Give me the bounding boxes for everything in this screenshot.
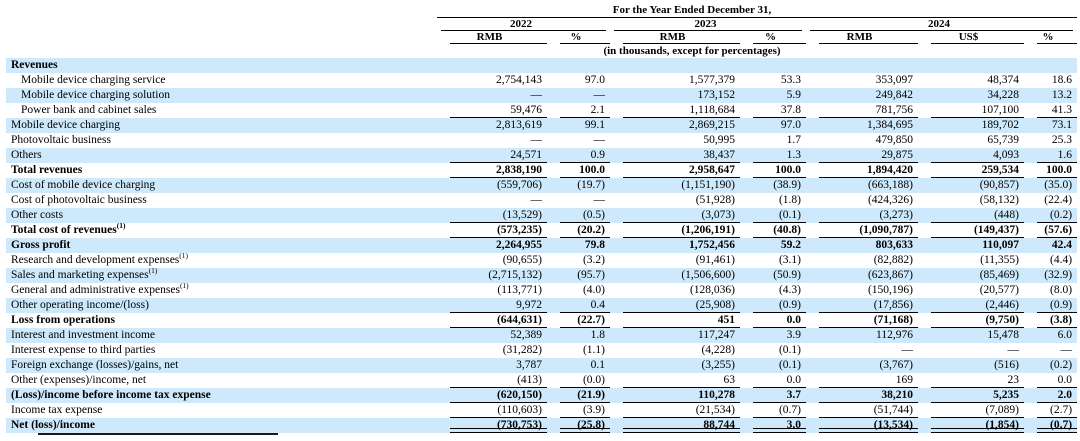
cell-value: (0.1) <box>740 358 806 373</box>
cell-value: (13,529) <box>437 208 547 223</box>
cell-value: 3.7 <box>740 388 806 403</box>
table-row <box>6 343 1077 358</box>
cell-value: 169 <box>806 373 918 388</box>
cell-value: (82,882) <box>873 254 913 266</box>
column-header-2024-usd: US$ <box>918 31 1024 44</box>
cell-value: (1,506,600) <box>610 268 740 283</box>
title-row-spacer <box>6 2 437 18</box>
cell-value: 259,534 <box>918 163 1024 178</box>
cell-value: (2.7) <box>1024 403 1077 418</box>
footnote-marker: (1) <box>148 268 158 276</box>
cell-value: (0.1) <box>740 208 806 223</box>
cell-value: 1.3 <box>740 148 806 163</box>
cell-value: 18.6 <box>1051 74 1073 86</box>
cell-value <box>1024 58 1077 73</box>
cell-value: 6.0 <box>1024 328 1077 343</box>
cell-value: (22.4) <box>1044 194 1073 206</box>
cell-value: 9,972 <box>437 298 547 313</box>
table-row <box>6 388 1077 403</box>
row-label: Net (loss)/income <box>6 418 437 433</box>
currency-row-spacer <box>6 31 437 44</box>
cell-value: (3.1) <box>778 254 801 266</box>
cell-value: 117,247 <box>610 328 740 343</box>
table-body <box>6 58 1077 433</box>
cell-value: (19.7) <box>547 178 610 193</box>
cell-value: 803,633 <box>806 238 918 253</box>
cell-value: 2,838,190 <box>437 163 547 178</box>
cell-value: 0.1 <box>547 358 610 373</box>
cell-value: 34,228 <box>918 88 1024 103</box>
table-row <box>6 403 1077 418</box>
row-label: Cost of mobile device charging <box>6 178 437 193</box>
cell-value: 0.0 <box>740 313 806 328</box>
table-row <box>6 208 1077 223</box>
table-row <box>6 298 1077 313</box>
row-label: Research and development expenses$^{(1)}$ <box>11 253 189 266</box>
cell-value: — <box>1007 344 1019 356</box>
cell-value: (31,282) <box>502 344 542 356</box>
cell-value: (4.0) <box>582 284 605 296</box>
cell-value: (51,744) <box>806 403 918 418</box>
cell-value: 100.0 <box>1024 163 1077 178</box>
cell-value: 25.3 <box>1051 134 1073 146</box>
row-label: Total cost of revenues$^{(1)}$ <box>11 223 126 236</box>
year-header-row <box>6 18 1077 31</box>
cell-value: (90,857) <box>918 178 1024 193</box>
cell-value: 1,384,695 <box>806 118 918 133</box>
row-label: Mobile device charging <box>6 118 437 133</box>
cell-value: (3.2) <box>582 254 605 266</box>
cell-value: (1,854) <box>918 418 1024 433</box>
cell-value: (516) <box>918 358 1024 373</box>
cell-value: 52,389 <box>437 328 547 343</box>
cell-value: 73.1 <box>1024 118 1077 133</box>
cell-value: (3.8) <box>1024 313 1077 328</box>
column-header-2022-rmb: RMB <box>437 31 547 44</box>
table-row <box>6 328 1077 343</box>
cell-value: (85,469) <box>918 268 1024 283</box>
cell-value: 173,152 <box>610 88 740 103</box>
cell-value: (32.9) <box>1024 268 1077 283</box>
row-label: Other operating income/(loss) <box>6 298 437 313</box>
cell-value: 0.9 <box>547 148 610 163</box>
table-row <box>6 418 1077 433</box>
cell-value: 0.0 <box>740 373 806 388</box>
cell-value <box>610 58 740 73</box>
cell-value: (730,753) <box>437 418 547 433</box>
cell-value: 1,894,420 <box>806 163 918 178</box>
cell-value: (0.7) <box>740 403 806 418</box>
row-label: Gross profit <box>6 238 437 253</box>
table-row <box>6 133 1077 148</box>
cell-value: 3.0 <box>740 418 806 433</box>
cell-value: 2,813,619 <box>437 118 547 133</box>
cell-value: 1.7 <box>786 134 801 146</box>
cell-value: (38.9) <box>740 178 806 193</box>
cell-value: (0.1) <box>778 344 801 356</box>
cell-value: (7,089) <box>918 403 1024 418</box>
cell-value: 1,577,379 <box>689 74 735 86</box>
cell-value: (623,867) <box>806 268 918 283</box>
cell-value: (3,273) <box>806 208 918 223</box>
row-label: Total revenues <box>11 164 83 176</box>
table-row <box>6 58 1077 73</box>
currency-header-row <box>6 31 1077 44</box>
table-title-row <box>6 2 1077 18</box>
cell-value: (25.8) <box>547 418 610 433</box>
row-label: Other (expenses)/income, net <box>11 374 147 386</box>
note-row-spacer <box>6 44 437 58</box>
cell-value: (113,771) <box>497 284 542 296</box>
cell-value: 2,264,955 <box>437 238 547 253</box>
row-label: Power bank and cabinet sales <box>21 104 157 116</box>
cell-value <box>437 58 547 73</box>
cell-value: (2,446) <box>918 298 1024 313</box>
row-label: Revenues <box>6 58 437 73</box>
cell-value: (58,132) <box>979 194 1019 206</box>
row-label: Foreign exchange (losses)/gains, net <box>6 358 437 373</box>
cell-value: (149,437) <box>918 223 1024 238</box>
cell-value: 1.6 <box>1024 148 1077 163</box>
cell-value: (95.7) <box>547 268 610 283</box>
cell-value: 2,869,215 <box>610 118 740 133</box>
footnote-marker: (1) <box>179 283 189 291</box>
cell-value: 3,787 <box>437 358 547 373</box>
cell-value: (4.3) <box>778 284 801 296</box>
table-row <box>6 373 1077 388</box>
cell-value: (0.0) <box>547 373 610 388</box>
cell-value: 112,976 <box>806 328 918 343</box>
cell-value: 29,875 <box>806 148 918 163</box>
row-label: Sales and marketing expenses$^{(1)}$ <box>6 268 437 283</box>
income-statement-table <box>6 2 1077 433</box>
cell-value: (21.9) <box>547 388 610 403</box>
cell-value: (0.9) <box>1024 298 1077 313</box>
cell-value: — <box>547 88 610 103</box>
cell-value: 65,739 <box>987 134 1019 146</box>
table-row <box>6 313 1077 328</box>
table-title: For the Year Ended December 31, <box>437 2 1077 18</box>
cell-value: (21,534) <box>610 403 740 418</box>
row-label: Interest and investment income <box>6 328 437 343</box>
cell-value: 50,995 <box>703 134 735 146</box>
table-row <box>6 283 1077 298</box>
cell-value: 59,476 <box>437 103 547 118</box>
cell-value: (4.4) <box>1050 254 1073 266</box>
cell-value: (0.9) <box>740 298 806 313</box>
row-label: Mobile device charging service <box>21 74 166 86</box>
table-row <box>6 118 1077 133</box>
table-row <box>6 73 1077 88</box>
row-label: General and administrative expenses$^{(1)}$ <box>11 283 189 296</box>
cell-value: (51,928) <box>695 194 735 206</box>
cell-value: (91,461) <box>695 254 735 266</box>
cell-value: 13.2 <box>1024 88 1077 103</box>
cell-value: (573,235) <box>437 223 547 238</box>
row-label: Income tax expense <box>11 404 103 416</box>
cell-value: (1,206,191) <box>610 223 740 238</box>
cell-value: 479,850 <box>875 134 913 146</box>
table-row <box>6 268 1077 283</box>
cell-value: — <box>1060 344 1073 356</box>
cell-value: (4,228) <box>701 344 735 356</box>
cell-value: 107,100 <box>918 103 1024 118</box>
cell-value: 0.0 <box>1024 373 1077 388</box>
column-header-2022-pct: % <box>547 31 610 44</box>
cell-value: (40.8) <box>740 223 806 238</box>
footnote-marker: (1) <box>116 223 126 231</box>
cell-value: (644,631) <box>437 313 547 328</box>
cell-value: 53.3 <box>780 74 801 86</box>
table-row <box>6 358 1077 373</box>
row-label: Mobile device charging solution <box>6 88 437 103</box>
cell-value <box>806 58 918 73</box>
cell-value: (17,856) <box>806 298 918 313</box>
cell-value: 781,756 <box>806 103 918 118</box>
column-header-2024-rmb: RMB <box>806 31 918 44</box>
cell-value: (1,090,787) <box>806 223 918 238</box>
cell-value: 2.1 <box>547 103 610 118</box>
table-row <box>6 103 1077 118</box>
cell-value: 353,097 <box>875 74 913 86</box>
cell-value: 38,437 <box>610 148 740 163</box>
cell-value: (3,767) <box>806 358 918 373</box>
cell-value: (50.9) <box>740 268 806 283</box>
cell-value: (1,151,190) <box>610 178 740 193</box>
cell-value: 110,097 <box>918 238 1024 253</box>
cell-value: (110,603) <box>437 403 547 418</box>
cell-value: — <box>530 194 542 206</box>
cell-value: 189,702 <box>918 118 1024 133</box>
table-row <box>6 88 1077 103</box>
table-row <box>6 253 1077 268</box>
cell-value: 100.0 <box>547 163 610 178</box>
cell-value: (1.8) <box>778 194 801 206</box>
cell-value: — <box>530 134 542 146</box>
cell-value: 2.0 <box>1024 388 1077 403</box>
cell-value: 24,571 <box>437 148 547 163</box>
cell-value: 23 <box>918 373 1024 388</box>
year-header-2022: 2022 <box>437 18 610 31</box>
cell-value: (20,577) <box>979 284 1019 296</box>
cell-value <box>740 58 806 73</box>
row-label: Loss from operations <box>11 314 115 326</box>
cell-value: 1,752,456 <box>610 238 740 253</box>
cell-value: 38,210 <box>806 388 918 403</box>
cell-value: (2,715,132) <box>437 268 547 283</box>
unit-note: (in thousands, except for percentages) <box>603 45 781 57</box>
cell-value: (8.0) <box>1050 284 1073 296</box>
cell-value: 2,958,647 <box>610 163 740 178</box>
column-header-2023-pct: % <box>740 31 806 44</box>
cell-value: 99.1 <box>547 118 610 133</box>
cell-value: 97.0 <box>740 118 806 133</box>
cell-value: 79.8 <box>547 238 610 253</box>
column-header-2023-rmb: RMB <box>610 31 740 44</box>
cell-value: — <box>901 344 913 356</box>
cell-value: 41.3 <box>1024 103 1077 118</box>
cell-value: 5,235 <box>918 388 1024 403</box>
cell-value: (20.2) <box>547 223 610 238</box>
cell-value <box>547 58 610 73</box>
cell-value: (22.7) <box>547 313 610 328</box>
cell-value: 97.0 <box>584 74 605 86</box>
table-row <box>6 148 1077 163</box>
cell-value: 42.4 <box>1024 238 1077 253</box>
cell-value: 0.4 <box>547 298 610 313</box>
cell-value: 1,118,684 <box>610 103 740 118</box>
table-row <box>6 223 1077 238</box>
cell-value: 88,744 <box>610 418 740 433</box>
cell-value: 63 <box>610 373 740 388</box>
cell-value: 3.9 <box>740 328 806 343</box>
cell-value: (3,255) <box>610 358 740 373</box>
cell-value: 100.0 <box>740 163 806 178</box>
unit-note-row <box>6 44 1077 58</box>
cell-value: 15,478 <box>918 328 1024 343</box>
cell-value: (620,150) <box>437 388 547 403</box>
cell-value: (0.7) <box>1024 418 1077 433</box>
cell-value: 37.8 <box>740 103 806 118</box>
table-row <box>6 163 1077 178</box>
footnote-marker: (1) <box>179 253 189 261</box>
cell-value: (663,188) <box>806 178 918 193</box>
cell-value: (0.5) <box>547 208 610 223</box>
cell-value: (57.6) <box>1024 223 1077 238</box>
cell-value: (11,355) <box>980 254 1019 266</box>
footnote-separator-line <box>38 433 278 435</box>
cell-value: (3.9) <box>547 403 610 418</box>
year-header-2023: 2023 <box>610 18 806 31</box>
cell-value: 48,374 <box>987 74 1019 86</box>
cell-value: (25,908) <box>610 298 740 313</box>
cell-value: (3,073) <box>610 208 740 223</box>
cell-value: (150,196) <box>867 284 913 296</box>
year-header-2024: 2024 <box>806 18 1077 31</box>
cell-value: (448) <box>918 208 1024 223</box>
cell-value: (424,326) <box>867 194 913 206</box>
cell-value: (13,534) <box>806 418 918 433</box>
table-row <box>6 178 1077 193</box>
row-label: Interest expense to third parties <box>11 344 156 356</box>
cell-value: 59.2 <box>740 238 806 253</box>
cell-value: (35.0) <box>1024 178 1077 193</box>
cell-value: (0.2) <box>1024 358 1077 373</box>
cell-value: 110,278 <box>610 388 740 403</box>
cell-value: 2,754,143 <box>496 74 542 86</box>
cell-value: (90,655) <box>502 254 542 266</box>
cell-value: — <box>593 134 605 146</box>
cell-value: 4,093 <box>918 148 1024 163</box>
row-label: (Loss)/income before income tax expense <box>6 388 437 403</box>
cell-value: 5.9 <box>740 88 806 103</box>
cell-value: 249,842 <box>806 88 918 103</box>
row-label: Photovoltaic business <box>11 134 111 146</box>
cell-value: (1.1) <box>582 344 605 356</box>
cell-value: — <box>593 194 605 206</box>
cell-value: (559,706) <box>437 178 547 193</box>
cell-value <box>918 58 1024 73</box>
cell-value: — <box>437 88 547 103</box>
cell-value: (9,750) <box>918 313 1024 328</box>
cell-value: (0.2) <box>1024 208 1077 223</box>
row-label: Cost of photovoltaic business <box>11 194 147 206</box>
table-row <box>6 238 1077 253</box>
cell-value: 451 <box>610 313 740 328</box>
row-label: Others <box>6 148 437 163</box>
row-label: Other costs <box>6 208 437 223</box>
year-row-spacer <box>6 18 437 31</box>
cell-value: (413) <box>437 373 547 388</box>
cell-value: (128,036) <box>689 284 735 296</box>
table-row <box>6 193 1077 208</box>
column-header-2024-pct: % <box>1024 31 1077 44</box>
cell-value: (71,168) <box>806 313 918 328</box>
cell-value: 1.8 <box>547 328 610 343</box>
